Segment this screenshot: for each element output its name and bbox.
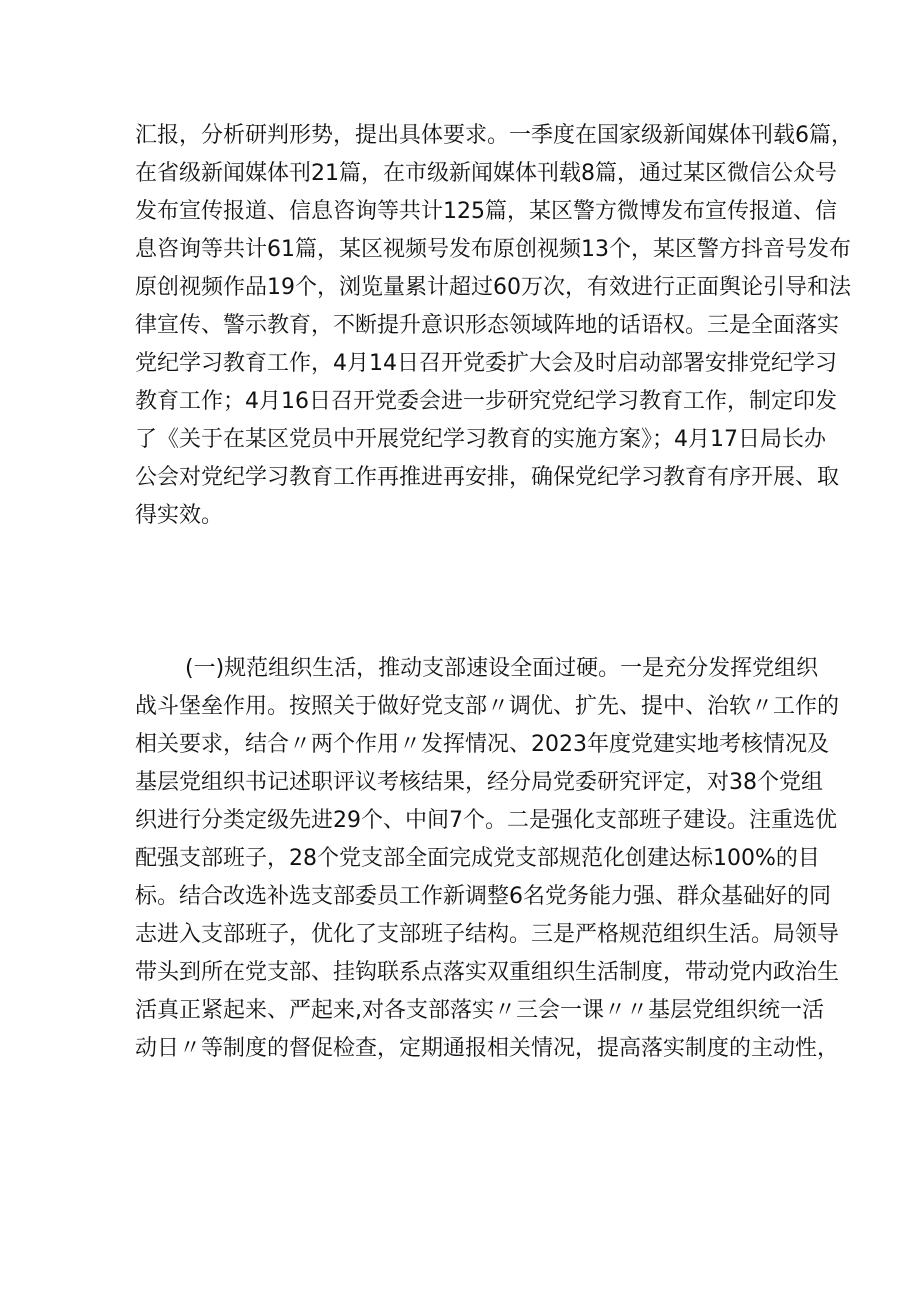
paragraph-line: 教育工作；4月16日召开党委会进一步研究党纪学习教育工作，制定印发	[135, 389, 837, 414]
paragraph-line: (一)规范组织生活，推动支部速设全面过硬。一是充分发挥党组织	[185, 656, 819, 681]
paragraph-line: 党纪学习教育工作，4月14日召开党委扩大会及时启动部署安排党纪学习	[135, 351, 837, 376]
paragraph-line: 织进行分类定级先进29个、中间7个。二是强化支部班子建设。注重选优	[135, 808, 837, 833]
paragraph-line: 相关要求，结合〃两个作用〃发挥情况、2023年度党建实地考核情况及	[135, 732, 829, 757]
paragraph-line: 了《关于在某区党员中开展党纪学习教育的实施方案》；4月17日局长办	[135, 427, 826, 452]
paragraph-line: 息咨询等共计61篇，某区视频号发布原创视频13个，某区警方抖音号发布	[135, 237, 851, 262]
paragraph-line: 在省级新闻媒体刊21篇，在市级新闻媒体刊载8篇，通过某区微信公众号	[135, 161, 837, 186]
paragraph-line: 带头到所在党支部、挂钩联系点落实双重组织生活制度，带动党内政治生	[135, 960, 840, 985]
paragraph-1	[135, 117, 853, 535]
paragraph-line: 公会对党纪学习教育工作再推进再安排，确保党纪学习教育有序开展、取	[135, 465, 840, 490]
paragraph-line: 汇报，分析研判形势，提出具体要求。一季度在国家级新闻媒体刊载6篇，	[135, 123, 853, 148]
paragraph-line: 发布宣传报道、信息咨询等共计125篇，某区警方微博发布宣传报道、信	[135, 199, 837, 224]
paragraph-line: 战斗堡垒作用。按照关于做好党支部〃调优、扩先、提中、治软〃工作的	[135, 694, 840, 719]
paragraph-line: 基层党组织书记述职评议考核结果，经分局党委研究评定，对38个党组	[135, 770, 823, 795]
paragraph-line: 律宣传、警示教育，不断提升意识形态领域阵地的话语权。三是全面落实	[135, 313, 840, 338]
paragraph-line: 配强支部班子，28个党支部全面完成党支部规范化创建达标100%的目	[135, 846, 820, 871]
paragraph-line: 活真正紧起来、严起来,对各支部落实〃三会一课〃〃基层党组织统一活	[135, 998, 824, 1023]
paragraph-line: 标。结合改选补选支部委员工作新调整6名党务能力强、群众基础好的同	[135, 884, 831, 909]
paragraph-2	[135, 650, 840, 1068]
paragraph-line: 动日〃等制度的督促检查，定期通报相关情况，提高落实制度的主动性，	[135, 1036, 840, 1061]
paragraph-line: 原创视频作品19个，浏览量累计超过60万次，有效进行正面舆论引导和法	[135, 275, 851, 300]
paragraph-line: 志进入支部班子，优化了支部班子结构。三是严格规范组织生活。局领导	[135, 922, 840, 947]
paragraph-line: 得实效。	[135, 503, 224, 528]
